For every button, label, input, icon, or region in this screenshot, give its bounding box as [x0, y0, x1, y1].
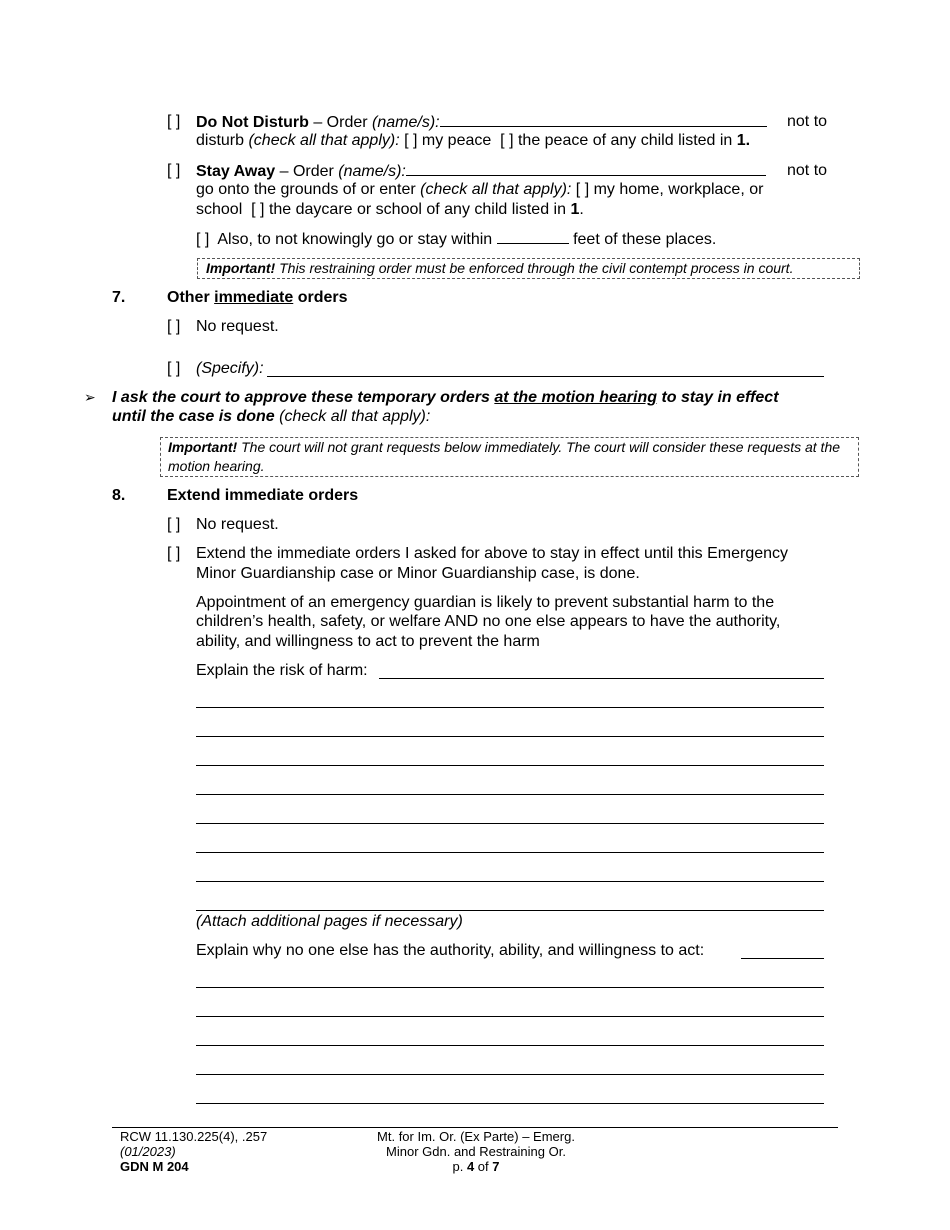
stay-line-1 — [196, 161, 766, 181]
ask-line2-rest: (check all that apply): — [274, 408, 431, 425]
sec8-number: 8. — [112, 487, 126, 504]
ask-important-text: The court will not grant requests below immediately. The court will consider these requests at the motion hearing. — [168, 439, 841, 474]
sec8-extend-checkbox[interactable]: [ ] — [167, 545, 181, 562]
risk-line-8[interactable] — [196, 881, 824, 882]
stay-school-text: school — [196, 201, 243, 218]
risk-line-5[interactable] — [196, 794, 824, 795]
stay-line-3: school [ ] the daycare or school of any child listed in 1. — [196, 201, 584, 218]
sec8-no-request-label: No request. — [196, 516, 279, 533]
footer-title-1: Mt. for Im. Or. (Ex Parte) – Emerg. — [377, 1129, 575, 1144]
ask-line1-a: I ask the court to approve these temporary orders — [112, 389, 495, 406]
footer-page-p: p. — [452, 1159, 467, 1174]
dnd-title: Do Not Disturb — [196, 114, 309, 131]
stay-home-checkbox[interactable]: [ ] — [575, 181, 590, 198]
stay-daycare-label: the daycare or school of any child listed in — [268, 201, 566, 218]
risk-line-6[interactable] — [196, 823, 824, 824]
stay-not-to: not to — [787, 162, 828, 179]
stay-order-text: – Order — [275, 163, 339, 180]
stay-daycare-ref: 1 — [570, 201, 580, 218]
sec8-title: Extend immediate orders — [167, 487, 359, 504]
stay-checkbox[interactable]: [ ] — [167, 162, 181, 179]
risk-line-1[interactable] — [379, 678, 824, 679]
risk-line-9[interactable] — [196, 910, 824, 911]
dnd-line2-text: disturb — [196, 132, 249, 149]
dnd-child-checkbox[interactable]: [ ] — [500, 132, 514, 149]
ask-important-note — [160, 437, 859, 477]
risk-line-4[interactable] — [196, 765, 824, 766]
risk-line-3[interactable] — [196, 736, 824, 737]
stay-daycare-checkbox[interactable]: [ ] — [246, 201, 265, 218]
dnd-child-label: the peace of any child listed in — [517, 132, 733, 149]
ask-line-2 — [112, 407, 430, 426]
footer-page-total: 7 — [492, 1159, 500, 1174]
stay-important-text: This restraining order must be enforced through the civil contempt process in court. — [275, 260, 794, 276]
footer-page-of: of — [474, 1159, 493, 1174]
stay-names-label: (name/s): — [338, 163, 406, 180]
why-line-2[interactable] — [196, 987, 824, 988]
why-line-3[interactable] — [196, 1016, 824, 1017]
ask-important-lead: Important! — [168, 439, 238, 455]
why-line-6[interactable] — [196, 1103, 824, 1104]
footer-page-number: 4 — [466, 1159, 475, 1174]
stay-check-all: (check all that apply): — [420, 181, 572, 198]
dnd-checkbox[interactable]: [ ] — [167, 113, 181, 130]
footer-page — [346, 1159, 606, 1174]
sec8-appoint-line-1: Appointment of an emergency guardian is likely to prevent substantial harm to the — [196, 594, 775, 611]
stay-important-lead: Important! — [206, 260, 276, 276]
stay-also-line — [196, 229, 716, 249]
sec7-number: 7. — [112, 289, 126, 306]
sec8-extend-line-2: Minor Guardianship case or Minor Guardianship case, is done. — [196, 565, 640, 582]
ask-line1-b: to stay in effect — [657, 389, 779, 406]
sec8-appoint-line-3: ability, and willingness to act to prevent the harm — [196, 633, 540, 650]
dnd-not-to: not to — [787, 113, 828, 130]
stay-feet-field[interactable] — [497, 229, 569, 244]
stay-line2-text: go onto the grounds of or enter — [196, 181, 421, 198]
why-line-1[interactable] — [741, 958, 824, 959]
stay-names-field[interactable] — [406, 161, 766, 176]
dnd-check-all: (check all that apply): — [248, 132, 400, 149]
sec8-appoint-line-2: children’s health, safety, or welfare AND no one else appears to have the authority, — [196, 613, 781, 630]
sec7-title-b: orders — [293, 289, 348, 306]
sec7-title-underlined: immediate — [214, 289, 294, 306]
sec7-specify-checkbox[interactable]: [ ] — [167, 360, 181, 377]
dnd-line-1 — [196, 112, 767, 132]
footer-date: (01/2023) — [120, 1144, 176, 1159]
risk-line-2[interactable] — [196, 707, 824, 708]
sec7-no-request-checkbox[interactable]: [ ] — [167, 318, 181, 335]
footer-rcw: RCW 11.130.225(4), .257 — [120, 1129, 268, 1144]
stay-important-note — [197, 258, 860, 279]
stay-title: Stay Away — [196, 163, 276, 180]
ask-line-1 — [112, 388, 779, 407]
ask-line2-bold: until the case is done — [112, 408, 275, 425]
sec8-explain-why-label: Explain why no one else has the authority, ability, and willingness to act: — [196, 942, 705, 959]
sec7-title — [167, 288, 348, 307]
why-line-5[interactable] — [196, 1074, 824, 1075]
dnd-peace-label: my peace — [421, 132, 492, 149]
dnd-names-label: (name/s): — [372, 114, 440, 131]
stay-also-text: Also, to not knowingly go or stay within — [217, 231, 493, 248]
sec8-no-request-checkbox[interactable]: [ ] — [167, 516, 181, 533]
sec8-extend-line-1: Extend the immediate orders I asked for above to stay in effect until this Emergency — [196, 545, 789, 562]
sec7-title-a: Other — [167, 289, 215, 306]
footer-form-number: GDN M 204 — [120, 1159, 189, 1174]
dnd-names-field[interactable] — [440, 112, 767, 127]
risk-line-7[interactable] — [196, 852, 824, 853]
dnd-order-text: – Order — [308, 114, 373, 131]
why-line-4[interactable] — [196, 1045, 824, 1046]
sec7-no-request-label: No request. — [196, 318, 279, 335]
stay-home-label: my home, workplace, or — [593, 181, 764, 198]
ask-line1-underlined: at the motion hearing — [494, 389, 658, 406]
sec8-attach-note: (Attach additional pages if necessary) — [196, 913, 463, 930]
stay-line-2 — [196, 180, 763, 199]
sec7-specify-label: (Specify): — [196, 360, 264, 377]
dnd-line-2 — [196, 131, 750, 150]
dnd-child-ref: 1. — [736, 132, 751, 149]
footer-rule — [112, 1127, 838, 1128]
arrow-bullet-icon: ➢ — [84, 389, 96, 405]
stay-also-checkbox[interactable]: [ ] — [196, 231, 210, 248]
footer-title-2: Minor Gdn. and Restraining Or. — [386, 1144, 566, 1159]
stay-also-text-2: feet of these places. — [573, 231, 717, 248]
dnd-peace-checkbox[interactable]: [ ] — [404, 132, 418, 149]
sec7-specify-field[interactable] — [267, 376, 824, 377]
sec8-explain-risk-label: Explain the risk of harm: — [196, 662, 368, 679]
